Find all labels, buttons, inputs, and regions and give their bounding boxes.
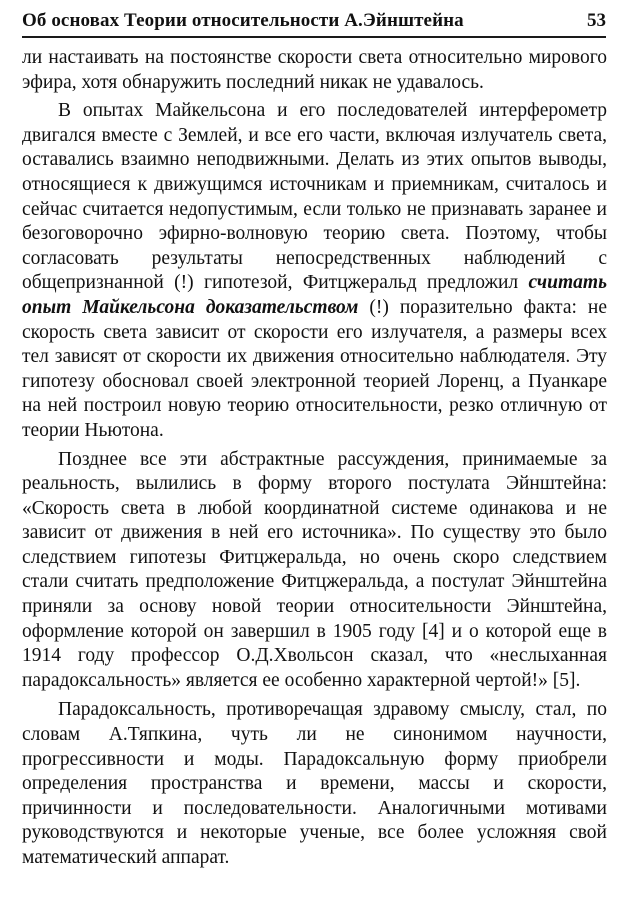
- running-header: [22, 8, 606, 38]
- paragraph-michelson-text-after: (!) поразительно факта: не скорость света зависит от скорости его излучателя, а размеры всех тел зависят от скорости их движения относительно наблюдателя. Эту гипотезу обосновал своей электронной теорией Лоренц, а Пуанкаре на ней построил новую теорию относительности, резко отличную от теории Ньютона.: [22, 296, 607, 441]
- page-number: 53: [587, 10, 606, 31]
- paragraph-michelson-text-before: В опытах Майкельсона и его последователей интерферометр двигался вместе с Землей, и все его части, включая излучатель света, оставались взаимно неподвижными. Делать из этих опытов выводы, относящиеся к движущимся источникам и приемникам, считалось и сейчас считается недопустимым, если только не признавать заранее и безоговорочно эфирно-волновую теорию света. Поэтому, чтобы согласовать результаты непосредственных наблюдений с общепризнанной (!) гипотезой, Фитцжеральд предложил: [22, 100, 607, 294]
- paragraph-second-postulate: Позднее все эти абстрактные рассуждения, принимаемые за реальность, вылились в форму второго постулата Эйнштейна: «Скорость света в любой координатной системе одинакова и не зависит от движения в ней его источника». По существу это было следствием гипотезы Фитцжеральда, но очень скоро следствием стали считать предположение Фитцжеральда, а постулат Эйнштейна приняли за основу новой теории относительности Эйнштейна, оформление которой он завершил в 1905 году [4] и о которой еще в 1914 году профессор О.Д.Хвольсон сказал, что «неслыханная парадоксальность» является ее особенно характерной чертой!» [5].: [22, 448, 607, 691]
- paragraph-paradoxicality: Парадоксальность, противоречащая здравому смыслу, стал, по словам А.Тяпкина, чуть ли не синонимом научности, прогрессивности и моды. Парадоксальную форму приобрели определения пространства и времени, массы и скорости, причинности и последовательности. Аналогичными мотивами руководствуются и некоторые ученые, все более усложняя свой математический аппарат.: [22, 699, 607, 868]
- emphasis-phrase: считать опыт Майкельсона доказательством: [22, 272, 607, 318]
- body-text: [22, 46, 607, 875]
- running-header-title: Об основах Теории относительности А.Эйнштейна: [22, 10, 464, 31]
- paragraph-continuation: ли настаивать на постоянстве скорости света относительно мирового эфира, хотя обнаружить последний никак не удавалось.: [22, 47, 607, 93]
- paragraph-michelson: [22, 99, 607, 443]
